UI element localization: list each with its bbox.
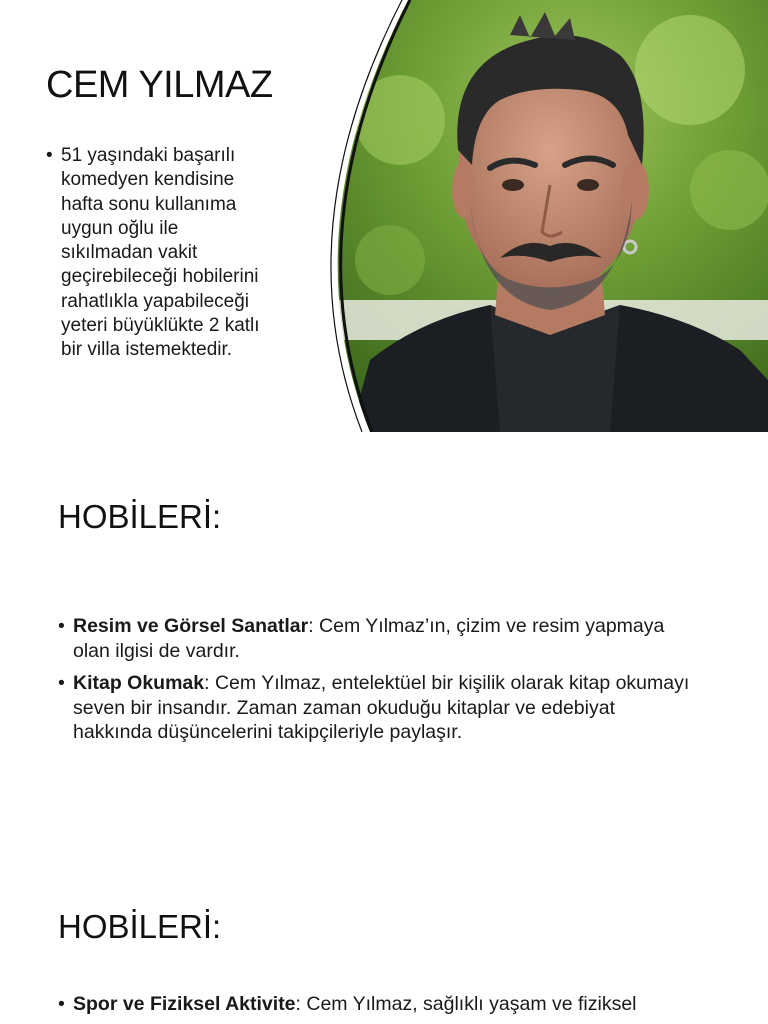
hobby-term: Kitap Okumak: [73, 672, 205, 694]
profile-bio: [46, 144, 306, 363]
hobby-description: : Cem Yılmaz, sağlıklı yaşam ve fiziksel: [295, 993, 637, 1015]
bio-bullet: •: [46, 145, 53, 166]
bio-text: 51 yaşındaki başarılı komedyen kendisine hafta sonu kullanıma uygun oğlu ile sıkılmadan vakit geçirebileceği hobilerini rahatlıkla yapabileceği yeteri büyüklükte 2 katlı bir villa istemektedir.: [61, 145, 260, 361]
hobby-term: Spor ve Fiziksel Aktivite: [73, 993, 296, 1015]
portrait-illustration: [330, 0, 768, 432]
list-bullet: •: [58, 993, 65, 1015]
profile-name: CEM YILMAZ: [46, 64, 273, 106]
hobby-description: : Cem Yılmaz, entelektüel bir kişilik olarak kitap okumayı seven bir insandır. Zaman zaman okuduğu kitaplar ve edebiyat hakkında düşüncelerini takipçileriyle paylaşır.: [73, 672, 690, 743]
hobbies-list: [58, 992, 698, 1024]
list-item: [58, 671, 698, 745]
profile-photo: [330, 0, 768, 432]
hobbies-list: [58, 614, 698, 753]
hobbies-slide-2: [0, 864, 768, 1024]
profile-slide: [0, 0, 768, 432]
hobby-term: Resim ve Görsel Sanatlar: [73, 615, 309, 637]
list-bullet: •: [58, 615, 65, 637]
list-item: [58, 614, 698, 663]
hobbies-slide-1: [0, 432, 768, 864]
hobbies-heading: HOBİLERİ:: [58, 498, 222, 535]
list-item: [58, 992, 698, 1017]
hobbies-heading: HOBİLERİ:: [58, 908, 222, 945]
hobby-description: : Cem Yılmaz’ın, çizim ve resim yapmaya olan ilgisi de vardır.: [73, 615, 665, 662]
list-bullet: •: [58, 672, 65, 694]
